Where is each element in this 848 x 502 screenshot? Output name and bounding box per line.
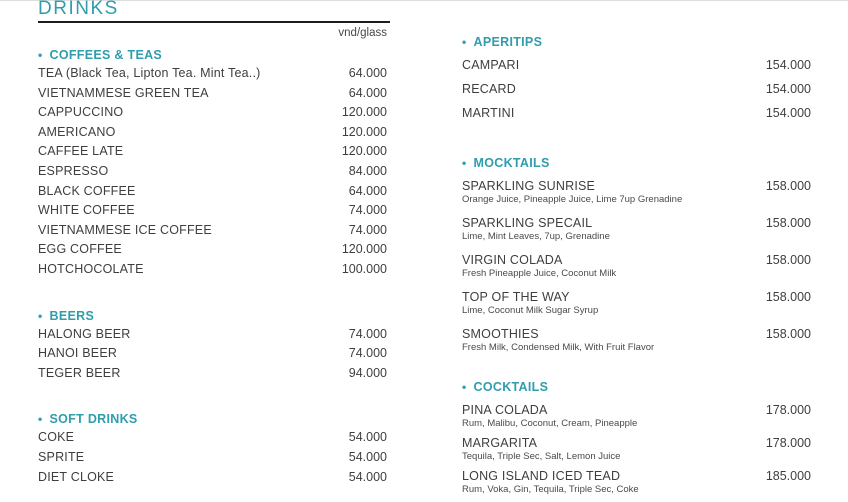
item-text — [38, 105, 334, 119]
item-name: PINA COLADA — [462, 403, 548, 417]
item-name: BLACK COFFEE — [38, 183, 136, 198]
menu-item — [38, 366, 390, 386]
item-text — [38, 144, 334, 158]
item-description: Rum, Voka, Gin, Tequila, Triple Sec, Coke — [462, 484, 639, 495]
item-text — [38, 262, 334, 276]
item-price: 74.000 — [348, 203, 387, 218]
menu-item — [462, 253, 811, 280]
item-name: RECARD — [462, 82, 516, 96]
item-price: 64.000 — [348, 183, 387, 198]
item-description: Fresh Pineapple Juice, Coconut Milk — [462, 268, 617, 279]
item-text — [462, 106, 758, 120]
item-name: HALONG BEER — [38, 326, 131, 341]
menu-item — [38, 144, 390, 164]
section-header — [38, 48, 390, 62]
item-price: 64.000 — [348, 85, 387, 100]
item-name: CAMPARI — [462, 58, 520, 72]
item-text — [38, 164, 341, 178]
item-description: Fresh Milk, Condensed Milk, With Fruit Flavor — [462, 342, 655, 353]
item-price: 154.000 — [765, 82, 811, 96]
menu-item — [38, 86, 390, 106]
item-description: Lime, Mint Leaves, 7up, Grenadine — [462, 231, 610, 242]
item-name: HANOI BEER — [38, 346, 118, 361]
menu-item — [38, 262, 390, 282]
menu-item — [462, 436, 811, 463]
menu-item — [38, 242, 390, 262]
item-name: TEGER BEER — [38, 365, 121, 380]
item-price: 54.000 — [348, 449, 387, 464]
item-name: DIET CLOKE — [38, 469, 115, 484]
item-text — [462, 469, 758, 496]
section-label: APERITIPS — [473, 35, 543, 49]
section-header — [462, 35, 811, 49]
item-price: 74.000 — [348, 346, 387, 361]
item-text — [462, 216, 758, 243]
item-price: 154.000 — [765, 58, 811, 72]
item-price: 120.000 — [341, 144, 387, 159]
menu-item — [462, 469, 811, 496]
section-label: COCKTAILS — [473, 380, 549, 394]
menu-item — [462, 403, 811, 430]
menu-item — [462, 290, 811, 317]
item-name: SPARKLING SPECAIL — [462, 216, 593, 230]
item-name: WHITE COFFEE — [38, 203, 135, 218]
item-text — [38, 346, 341, 360]
item-price: 185.000 — [765, 469, 811, 483]
item-price: 158.000 — [765, 179, 811, 193]
item-name: MARTINI — [462, 106, 515, 120]
item-description: Orange Juice, Pineapple Juice, Lime 7up Grenadine — [462, 194, 683, 205]
item-description: Tequila, Triple Sec, Salt, Lemon Juice — [462, 451, 621, 462]
menu-item — [462, 216, 811, 243]
menu-item — [462, 106, 811, 130]
menu-item — [38, 184, 390, 204]
menu-item — [38, 327, 390, 347]
item-name: ESPRESSO — [38, 163, 109, 178]
item-text — [38, 86, 341, 100]
item-text — [38, 242, 334, 256]
item-price: 54.000 — [348, 430, 387, 445]
item-price: 84.000 — [348, 163, 387, 178]
right-sections-container — [462, 35, 811, 496]
menu-section — [462, 156, 811, 354]
menu-section — [38, 309, 390, 386]
bullet-icon: • — [462, 156, 467, 170]
item-text — [462, 82, 758, 96]
item-text — [38, 66, 341, 80]
item-text — [462, 403, 758, 430]
item-price: 178.000 — [765, 436, 811, 450]
item-text — [38, 125, 334, 139]
item-text — [38, 223, 341, 237]
item-price: 158.000 — [765, 253, 811, 267]
section-header — [462, 156, 811, 170]
item-name: CAFFEE LATE — [38, 144, 124, 159]
item-price: 64.000 — [348, 66, 387, 80]
item-description: Lime, Coconut Milk Sugar Syrup — [462, 305, 599, 316]
item-name: VIETNAMMESE ICE COFFEE — [38, 222, 212, 237]
section-header — [38, 309, 390, 323]
item-name: EGG COFFEE — [38, 242, 122, 257]
section-header — [38, 412, 390, 426]
menu-item — [38, 105, 390, 125]
item-name: TOP OF THE WAY — [462, 290, 570, 304]
menu-item — [38, 346, 390, 366]
item-name: COKE — [38, 430, 75, 445]
item-price: 74.000 — [348, 222, 387, 237]
menu-item — [462, 58, 811, 82]
item-price: 158.000 — [765, 290, 811, 304]
item-name: VIETNAMMESE GREEN TEA — [38, 85, 209, 100]
item-name: SMOOTHIES — [462, 327, 539, 341]
item-price: 158.000 — [765, 327, 811, 341]
item-name: VIRGIN COLADA — [462, 253, 563, 267]
item-text — [462, 253, 758, 280]
section-label: BEERS — [49, 308, 95, 323]
item-name: AMERICANO — [38, 124, 116, 139]
item-name: TEA (Black Tea, Lipton Tea. Mint Tea..) — [38, 66, 261, 80]
bullet-icon: • — [462, 380, 467, 394]
menu-section — [38, 412, 390, 489]
item-price: 74.000 — [348, 326, 387, 341]
bullet-icon: • — [462, 35, 467, 49]
menu-item — [462, 327, 811, 354]
section-header — [462, 380, 811, 394]
menu-item — [462, 179, 811, 206]
item-price: 120.000 — [341, 242, 387, 257]
menu-section — [462, 35, 811, 130]
menu-section — [38, 48, 390, 282]
item-price: 94.000 — [348, 365, 387, 380]
item-text — [38, 366, 341, 380]
menu-item — [38, 66, 390, 86]
item-text — [462, 436, 758, 463]
item-text — [38, 203, 341, 217]
menu-item — [38, 164, 390, 184]
bullet-icon: • — [38, 48, 43, 62]
item-text — [462, 290, 758, 317]
item-price: 158.000 — [765, 216, 811, 230]
menu-column-left — [38, 0, 390, 489]
item-name: LONG ISLAND ICED TEAD — [462, 469, 621, 483]
menu-column-right — [462, 35, 811, 502]
item-text — [462, 179, 758, 206]
item-name: SPARKLING SUNRISE — [462, 179, 596, 193]
item-name: HOTCHOCOLATE — [38, 261, 144, 276]
bullet-icon: • — [38, 308, 43, 323]
section-label: COFFEES & TEAS — [49, 48, 163, 62]
menu-item — [38, 203, 390, 223]
item-text — [38, 430, 341, 444]
menu-item — [38, 223, 390, 243]
item-price: 178.000 — [765, 403, 811, 417]
item-text — [462, 327, 758, 354]
item-text — [38, 184, 341, 198]
page-title: DRINKS — [38, 0, 390, 23]
item-price: 100.000 — [341, 261, 387, 276]
bullet-icon: • — [38, 412, 43, 427]
item-price: 120.000 — [341, 105, 387, 120]
menu-section — [462, 380, 811, 496]
item-name: MARGARITA — [462, 436, 538, 450]
item-text — [38, 327, 341, 341]
item-price: 54.000 — [348, 469, 387, 484]
item-description: Rum, Malibu, Coconut, Cream, Pineapple — [462, 418, 638, 429]
item-name: CAPPUCCINO — [38, 105, 124, 120]
menu-item — [38, 470, 390, 490]
item-price: 120.000 — [341, 124, 387, 139]
item-price: 154.000 — [765, 106, 811, 120]
item-name: SPRITE — [38, 449, 85, 464]
menu-item — [38, 430, 390, 450]
unit-label: vnd/glass — [338, 27, 387, 39]
menu-item — [38, 450, 390, 470]
left-sections-container — [38, 48, 390, 489]
item-text — [462, 58, 758, 72]
menu-item — [38, 125, 390, 145]
menu-item — [462, 82, 811, 106]
item-text — [38, 450, 341, 464]
section-label: SOFT DRINKS — [49, 412, 138, 427]
section-label: MOCKTAILS — [473, 156, 550, 170]
